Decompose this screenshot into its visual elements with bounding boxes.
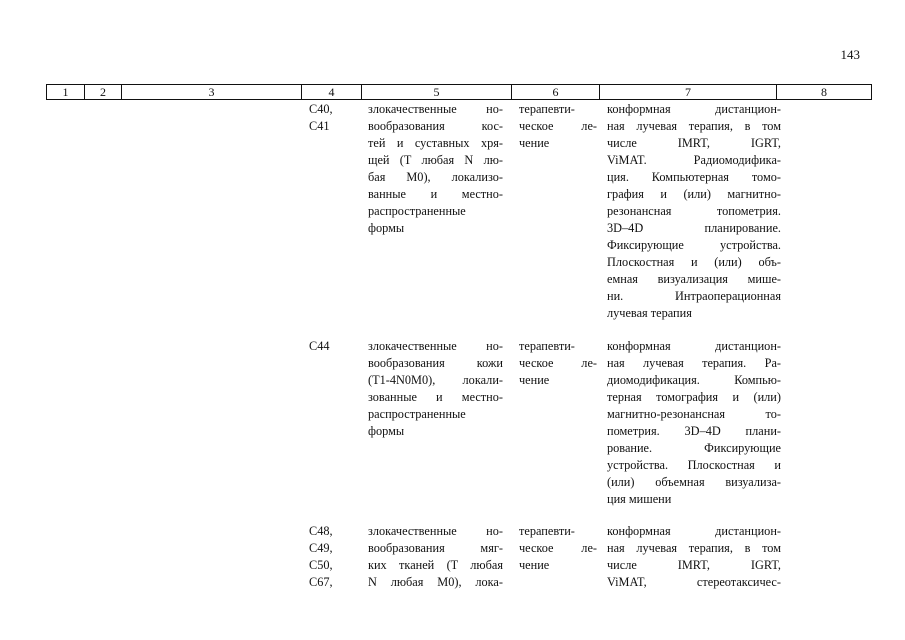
description-line: графия и (или) магнитно- — [607, 187, 781, 201]
code-line: C44 — [309, 339, 330, 353]
method-line: ческое ле- — [519, 541, 597, 555]
code-line: C41 — [309, 119, 330, 133]
diagnosis-line: злокачественные но- — [368, 524, 503, 538]
description-line: устройства. Плоскостная и — [607, 458, 781, 472]
diagnosis-line: вообразования кос- — [368, 119, 503, 133]
diagnosis-text — [368, 101, 503, 237]
description-line: терная томография и (или) — [607, 390, 781, 404]
description-line: ни. Интраоперационная — [607, 289, 781, 303]
description-line: емная визуализация мише- — [607, 272, 781, 286]
column-number-header — [46, 84, 872, 100]
diagnosis-line: зованные и местно- — [368, 390, 503, 404]
diagnosis-line: бая M0), локализо- — [368, 170, 503, 184]
description-line: ViMAT. Радиомодифика- — [607, 153, 781, 167]
method-line: терапевти- — [519, 524, 575, 538]
icd-codes — [309, 523, 364, 591]
diagnosis-line: щей (T любая N лю- — [368, 153, 503, 167]
diagnosis-line: (T1-4N0M0), локали- — [368, 373, 503, 387]
description-line: Плоскостная и (или) объ- — [607, 255, 781, 269]
method-line: ческое ле- — [519, 119, 597, 133]
description-line: (или) объемная визуализа- — [607, 475, 781, 489]
treatment-method — [519, 338, 597, 389]
description-line: 3D–4D планирование. — [607, 221, 781, 235]
diagnosis-line: формы — [368, 221, 405, 235]
description-line: ция мишени — [607, 492, 672, 506]
diagnosis-line: тей и суставных хря- — [368, 136, 503, 150]
diagnosis-line: распространенные — [368, 204, 466, 218]
method-line: терапевти- — [519, 339, 575, 353]
header-col-3: 3 — [122, 85, 302, 99]
header-col-8: 8 — [821, 85, 827, 99]
diagnosis-line: формы — [368, 424, 405, 438]
header-col-1: 1 — [47, 85, 85, 99]
page-number: 143 — [840, 47, 860, 62]
description-line: резонансная топометрия. — [607, 204, 781, 218]
header-col-2: 2 — [85, 85, 122, 99]
description-line: пометрия. 3D–4D плани- — [607, 424, 781, 438]
diagnosis-line: распространенные — [368, 407, 466, 421]
diagnosis-line: ванные и местно- — [368, 187, 503, 201]
icd-codes — [309, 101, 364, 135]
treatment-method — [519, 101, 597, 152]
header-col-5: 5 — [362, 85, 512, 99]
code-line: C48, — [309, 524, 333, 538]
diagnosis-line: ких тканей (T любая — [368, 558, 503, 572]
description-line: числе IMRT, IGRT, — [607, 558, 781, 572]
description-line: ная лучевая терапия. Ра- — [607, 356, 781, 370]
description-line: лучевая терапия — [607, 306, 692, 320]
treatment-method — [519, 523, 597, 574]
description-line: конформная дистанцион- — [607, 339, 781, 353]
diagnosis-text — [368, 523, 503, 591]
diagnosis-line: N любая M0), лока- — [368, 575, 503, 589]
diagnosis-text — [368, 338, 503, 440]
diagnosis-line: вообразования мяг- — [368, 541, 503, 555]
diagnosis-line: злокачественные но- — [368, 102, 503, 116]
treatment-description — [607, 338, 781, 508]
header-col-6: 6 — [512, 85, 600, 99]
treatment-description — [607, 523, 781, 591]
header-col-4: 4 — [302, 85, 362, 99]
code-line: C49, — [309, 541, 333, 555]
description-line: конформная дистанцион- — [607, 524, 781, 538]
description-line: Фиксирующие устройства. — [607, 238, 781, 252]
treatment-description — [607, 101, 781, 322]
method-line: ческое ле- — [519, 356, 597, 370]
description-line: числе IMRT, IGRT, — [607, 136, 781, 150]
icd-codes — [309, 338, 364, 355]
header-col-7: 7 — [600, 85, 777, 99]
description-line: ная лучевая терапия, в том — [607, 119, 781, 133]
description-line: ViMAT, стереотаксичес- — [607, 575, 781, 589]
diagnosis-line: злокачественные но- — [368, 339, 503, 353]
code-line: C67, — [309, 575, 333, 589]
description-line: ция. Компьютерная томо- — [607, 170, 781, 184]
description-line: магнитно-резонансная то- — [607, 407, 781, 421]
method-line: чение — [519, 373, 550, 387]
code-line: C40, — [309, 102, 333, 116]
method-line: терапевти- — [519, 102, 575, 116]
description-line: ная лучевая терапия, в том — [607, 541, 781, 555]
diagnosis-line: вообразования кожи — [368, 356, 503, 370]
description-line: диомодификация. Компью- — [607, 373, 781, 387]
description-line: конформная дистанцион- — [607, 102, 781, 116]
description-line: рование. Фиксирующие — [607, 441, 781, 455]
method-line: чение — [519, 136, 550, 150]
method-line: чение — [519, 558, 550, 572]
code-line: C50, — [309, 558, 333, 572]
